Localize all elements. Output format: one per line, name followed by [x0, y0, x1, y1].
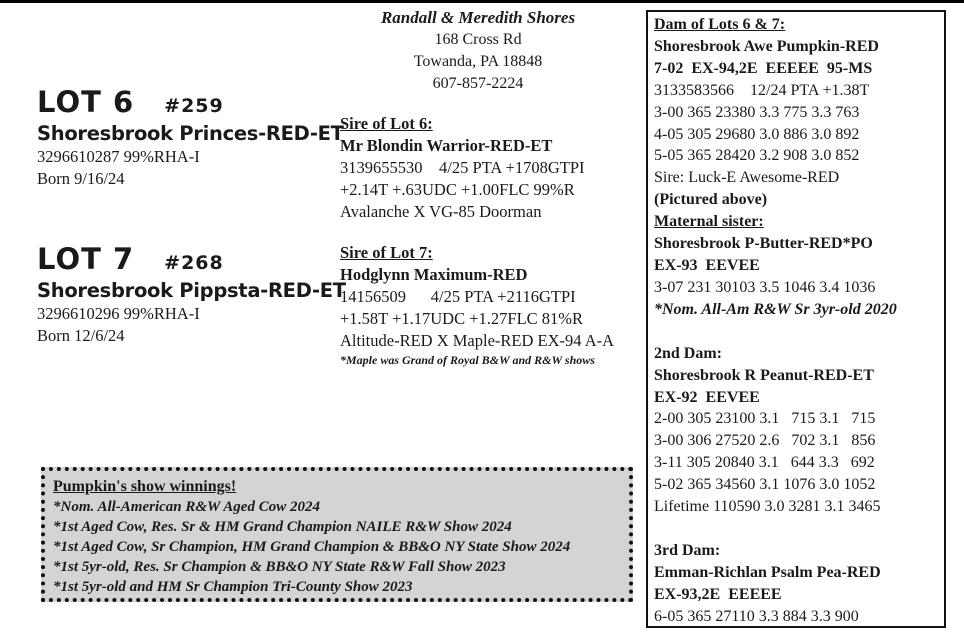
- lot-6-born: Born 9/16/24: [37, 169, 125, 188]
- lot-7-block: [37, 243, 346, 347]
- maternal-sister-classification: EX-93 EEVEE: [654, 256, 760, 274]
- second-dam-record: 3-00 306 27520 2.6 702 3.1 856: [654, 432, 876, 450]
- show-winning-item: *Nom. All-American R&W Aged Cow 2024: [53, 499, 320, 515]
- maternal-sister-name: Shoresbrook P-Butter-RED*PO: [654, 235, 873, 253]
- third-dam-heading: 3rd Dam:: [654, 541, 721, 559]
- sire-lot-6-line2: +2.14T +.63UDC +1.00FLC 99%R: [340, 180, 575, 199]
- lot-6-title: LOT 6: [37, 85, 135, 119]
- dam-name: Shoresbrook Awe Pumpkin-RED: [654, 37, 879, 55]
- maternal-sister-heading: Maternal sister:: [654, 213, 764, 231]
- sire-lot-7-block: [340, 242, 614, 368]
- lot-7-title: LOT 7: [37, 242, 135, 276]
- dam-sire: Sire: Luck-E Awesome-RED: [654, 169, 840, 187]
- second-dam-record: 2-00 305 23100 3.1 715 3.1 715: [654, 410, 876, 428]
- dam-record: 4-05 305 29680 3.0 886 3.0 892: [654, 125, 860, 143]
- show-winning-item: *1st 5yr-old, Res. Sr Champion & BB&O NY State R&W Fall Show 2023: [53, 559, 506, 575]
- show-winning-item: *1st Aged Cow, Sr Champion, HM Grand Champion & BB&O NY State Show 2024: [53, 539, 571, 555]
- sire-lot-7-name: Hodglynn Maximum-RED: [340, 265, 528, 284]
- breeder-phone: 607-857-2224: [432, 75, 524, 92]
- dam-record: 3-00 365 23380 3.3 775 3.3 763: [654, 103, 860, 121]
- sire-lot-6-name: Mr Blondin Warrior-RED-ET: [340, 136, 553, 155]
- lot-7-registration: 3296610296 99%RHA-I: [37, 304, 200, 323]
- third-dam-classification: EX-93,2E EEEEE: [654, 585, 782, 603]
- lot-6-name: Shoresbrook Princes-RED-ET: [37, 122, 344, 145]
- sire-lot-7-heading: Sire of Lot 7:: [340, 243, 433, 262]
- second-dam-classification: EX-92 EEVEE: [654, 388, 760, 406]
- third-dam-name: Emman-Richlan Psalm Pea-RED: [654, 563, 881, 581]
- show-winnings-box: [41, 467, 633, 602]
- lot-7-name: Shoresbrook Pippsta-RED-ET: [37, 279, 346, 302]
- second-dam-heading: 2nd Dam:: [654, 344, 723, 362]
- second-dam-name: Shoresbrook R Peanut-RED-ET: [654, 366, 874, 384]
- show-winnings-heading: Pumpkin's show winnings!: [53, 478, 237, 495]
- lot-6-number: #259: [164, 95, 224, 117]
- spacer: [654, 518, 944, 540]
- lot-6-title-line: [37, 86, 344, 122]
- second-dam-record: 5-02 365 34560 3.1 1076 3.0 1052: [654, 476, 876, 494]
- sire-lot-6-line1: 3139655530 4/25 PTA +1708GTPI: [340, 158, 585, 177]
- sire-lot-6-block: [340, 113, 585, 223]
- breeder-city: Towanda, PA 18848: [413, 53, 543, 70]
- sire-lot-7-line2: +1.58T +1.17UDC +1.27FLC 81%R: [340, 309, 584, 328]
- lot-7-title-line: [37, 243, 346, 279]
- spacer: [654, 321, 944, 343]
- breeder-address: 168 Cross Rd: [434, 31, 522, 48]
- lot-7-number: #268: [164, 252, 224, 274]
- dam-record: 5-05 365 28420 3.2 908 3.0 852: [654, 147, 860, 165]
- dam-pedigree-box: [646, 10, 946, 628]
- second-dam-record: 3-11 305 20840 3.1 644 3.3 692: [654, 454, 875, 472]
- top-rule: [0, 0, 964, 3]
- third-dam-record: 6-05 365 27110 3.3 884 3.3 900: [654, 607, 859, 625]
- sire-lot-7-note: *Maple was Grand of Royal B&W and R&W shows: [340, 353, 595, 367]
- breeder-name: Randall & Meredith Shores: [380, 8, 576, 27]
- sire-lot-6-heading: Sire of Lot 6:: [340, 114, 433, 133]
- dam-registration: 3133583566 12/24 PTA +1.38T: [654, 81, 870, 99]
- sire-lot-7-line1: 14156509 4/25 PTA +2116GTPI: [340, 287, 576, 306]
- lot-7-born: Born 12/6/24: [37, 326, 125, 345]
- dam-pictured-note: (Pictured above): [654, 191, 768, 209]
- lot-6-registration: 3296610287 99%RHA-I: [37, 147, 200, 166]
- show-winning-item: *1st 5yr-old and HM Sr Champion Tri-County Show 2023: [53, 579, 413, 595]
- dam-classification: 7-02 EX-94,2E EEEEE 95-MS: [654, 59, 873, 77]
- sire-lot-7-line3: Altitude-RED X Maple-RED EX-94 A-A: [340, 331, 615, 350]
- show-winning-item: *1st Aged Cow, Res. Sr & HM Grand Champion NAILE R&W Show 2024: [53, 519, 512, 535]
- lot-6-block: [37, 86, 344, 190]
- dam-heading: Dam of Lots 6 & 7:: [654, 16, 786, 33]
- breeder-block: [340, 7, 616, 95]
- maternal-sister-note: *Nom. All-Am R&W Sr 3yr-old 2020: [654, 300, 897, 318]
- sire-lot-6-line3: Avalanche X VG-85 Doorman: [340, 202, 542, 221]
- second-dam-lifetime: Lifetime 110590 3.0 3281 3.1 3465: [654, 498, 881, 516]
- maternal-sister-record: 3-07 231 30103 3.5 1046 3.4 1036: [654, 278, 876, 296]
